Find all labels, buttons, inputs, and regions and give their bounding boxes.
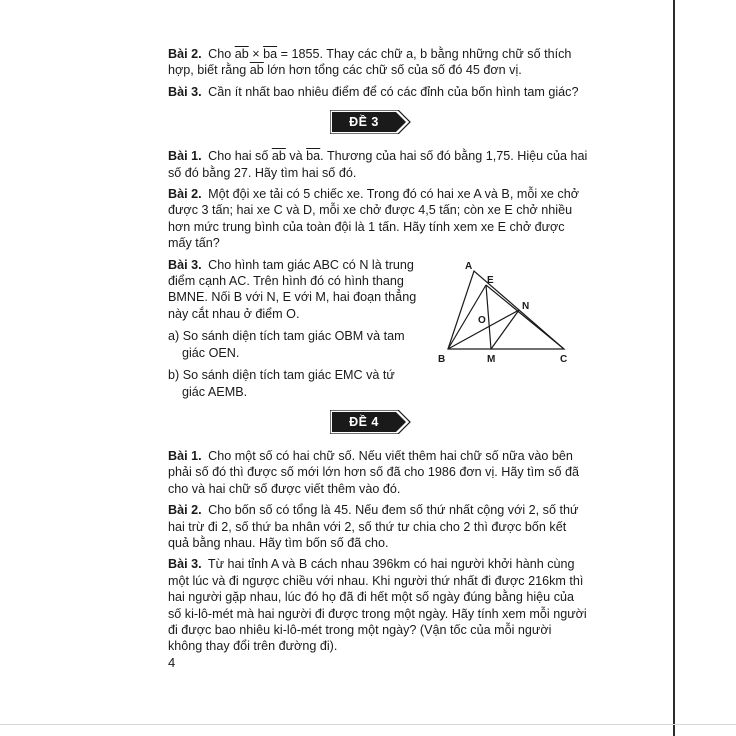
section-heading-de-4: [168, 410, 588, 434]
segment-mn: [491, 310, 519, 349]
label-n: N: [522, 300, 530, 312]
problem-label: Bài 1.: [168, 448, 202, 463]
text-run: Cần ít nhất bao nhiêu điểm để có các đỉnh của bốn hình tam giác?: [208, 84, 579, 99]
problem-de3-bai-3: [168, 257, 588, 400]
text-run: . Thương của hai số đó bằng 1,75. Hiệu của hai số đó bằng 27. Hãy tìm hai số đó.: [168, 149, 588, 180]
overline-number: $\overline{ab}$: [271, 149, 286, 164]
problem-label: Bài 3.: [168, 557, 202, 572]
page-bottom-line: [0, 724, 736, 725]
problem-statement: [168, 257, 420, 323]
problem-de4-bai-2: [168, 502, 588, 551]
problem-part-a: a) So sánh diện tích tam giác OBM và tam giác OEN.: [168, 329, 405, 360]
label-e: E: [487, 274, 494, 286]
text-run: và: [285, 149, 307, 164]
label-b: B: [438, 353, 446, 365]
problem-label: Bài 2.: [168, 503, 202, 518]
label-m: M: [487, 353, 496, 365]
problem-part-b: b) So sánh diện tích tam giác EMC và tứ giác AEMB.: [168, 368, 395, 399]
overline-number: $\overline{ba}$: [306, 149, 321, 164]
problem-label: Bài 3.: [168, 257, 202, 272]
problem-body: [168, 257, 420, 400]
problem-text: Từ hai tỉnh A và B cách nhau 396km có hai người khởi hành cùng một lúc và đi ngược chiều với nhau. Khi người thứ nhất đi được 216km thì hai người gặp nhau, lúc đó họ đã đi hết một số ngày đúng bằng hiệu của số ki-lô-mét mà hai người đi được trong một ngày. Hãy tính xem mỗi người đi được bao nhiêu ki-lô-mét trong một ngày? (Vận tốc của mỗi người không thay đổi trên đường đi).: [168, 557, 587, 654]
problem-de3-bai-1: [168, 148, 588, 181]
problem-text: [168, 149, 587, 179]
problem-text: Cho một số có hai chữ số. Nếu viết thêm hai chữ số nữa vào bên phải số đó thì được số mới lớn hơn số đã cho 1986 đơn vị. Hãy tìm số đã cho và hai chữ số được viết thêm vào đó.: [168, 448, 579, 496]
problem-de3-bai-2: [168, 186, 588, 252]
section-heading-de-3: [168, 110, 588, 134]
text-run: Cho hai số: [208, 149, 272, 164]
problem-label: Bài 3.: [168, 84, 202, 99]
triangle-figure: [434, 259, 584, 365]
problem-de4-bai-3: [168, 556, 588, 654]
problem-text: Một đội xe tải có 5 chiếc xe. Trong đó có hai xe A và B, mỗi xe chở được 3 tấn; hai xe C và D, mỗi xe chở được 4,5 tấn; còn xe E chở nhiều hơn mức trung bình của toàn đội là 1 tấn. Hãy tính xem xe E chở được mấy tấn?: [168, 187, 579, 251]
problem-bai-2-prev: [168, 46, 588, 79]
problem-label: Bài 2.: [168, 187, 202, 202]
problem-de4-bai-1: [168, 448, 588, 497]
triangle-abc: [448, 271, 564, 349]
page-edge-line: [673, 0, 675, 736]
triangle-diagram: [434, 259, 584, 365]
text-run: lớn hơn tổng các chữ số của số đó 45 đơn vị.: [263, 63, 522, 78]
problem-label: Bài 1.: [168, 149, 202, 164]
overline-number: $\overline{ab}$: [234, 47, 249, 61]
page-number: 4: [168, 655, 176, 670]
overline-number: $\overline{ab}$: [249, 63, 264, 78]
label-o: O: [478, 314, 486, 326]
problem-bai-3-prev: [168, 84, 588, 100]
problem-text: Cho hình tam giác ABC có N là trung điểm cạnh AC. Trên hình đó có hình thang BMNE. Nối B với N, E với M, hai đoạn thẳng này cắt nhau ở điểm O.: [168, 257, 417, 321]
heading-text: ĐỀ 4: [349, 414, 379, 429]
text-run: ×: [248, 47, 264, 61]
heading-tag: [330, 110, 412, 134]
label-c: C: [560, 353, 568, 365]
text-run: = 1855. Thay các chữ a, b bằng những chữ số thích hợp, biết rằng: [168, 47, 572, 78]
overline-number: $\overline{ba}$: [263, 47, 278, 61]
problem-text: Cho bốn số có tổng là 45. Nếu đem số thứ nhất cộng với 2, số thứ hai trừ đi 2, số thứ ba nhân với 2, số thứ tư chia cho 2 thì được bốn kết quả bằng nhau. Hãy tìm bốn số đã cho.: [168, 503, 579, 550]
heading-tag: [330, 410, 412, 434]
heading-text: ĐỀ 3: [349, 115, 379, 130]
label-a: A: [465, 260, 473, 272]
page-content: [168, 46, 588, 660]
segment-em: [486, 285, 491, 349]
problem-text: [168, 47, 571, 77]
problem-label: Bài 2.: [168, 47, 202, 61]
problem-text: [208, 85, 578, 99]
text-run: Cho: [208, 47, 235, 61]
